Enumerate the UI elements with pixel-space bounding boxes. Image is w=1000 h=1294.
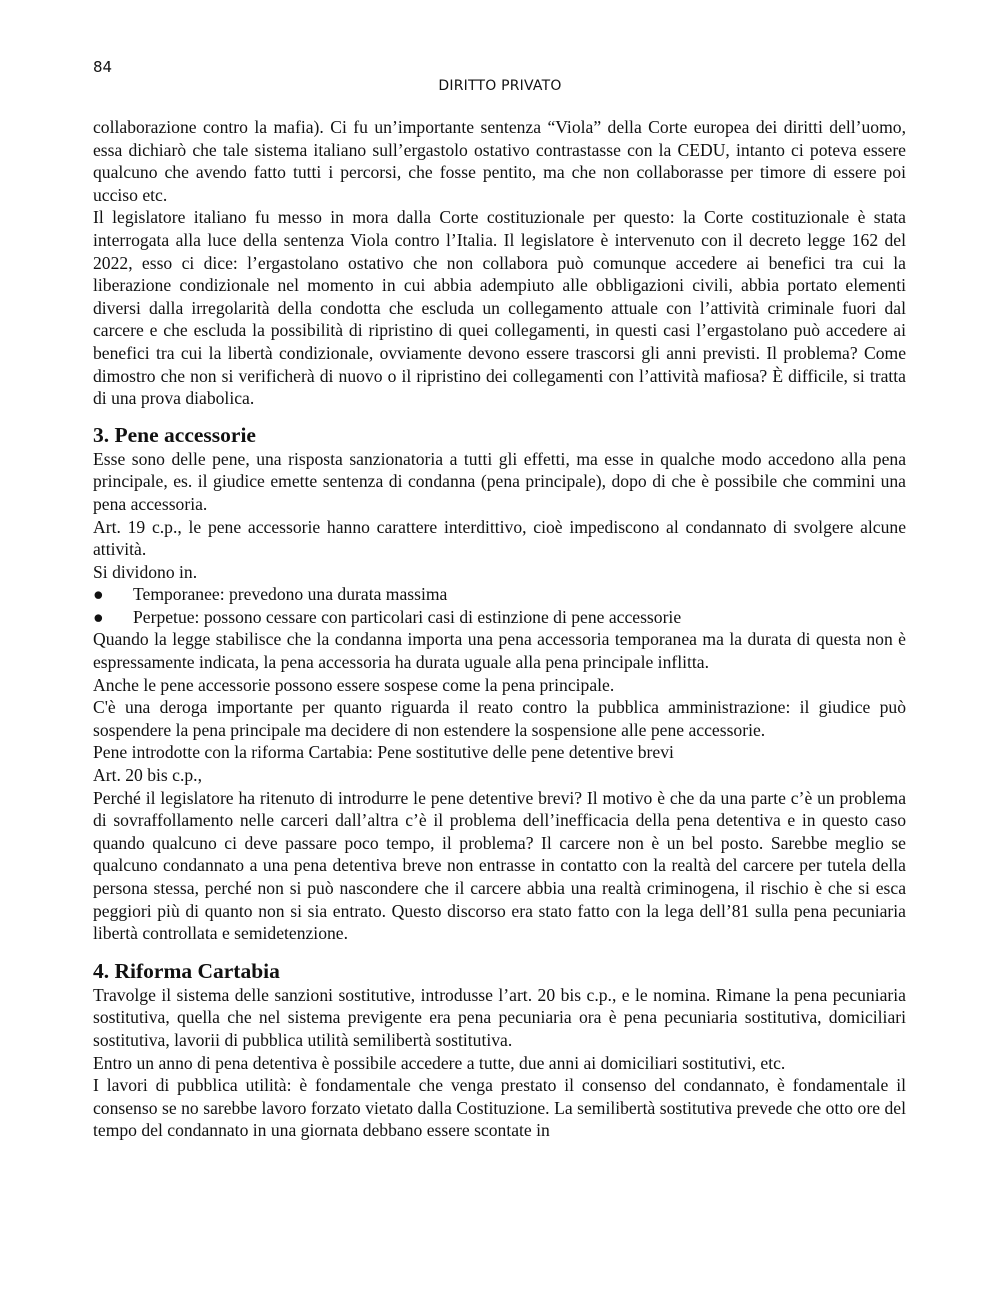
running-header: DIRITTO PRIVATO xyxy=(438,78,562,94)
paragraph: Anche le pene accessorie possono essere sospese come la pena principale. xyxy=(93,674,615,695)
paragraph: Quando la legge stabilisce che la condanna importa una pena accessoria temporanea ma la durata di questa non è espressamente indicata, la pena accessoria ha durata uguale alla pena principale inflitta. xyxy=(93,629,906,673)
paragraph: Il legislatore italiano fu messo in mora dalla Corte costituzionale per questo: la Corte costituzionale è stata interrogata alla luce della sentenza Viola contro l’Italia. Il legislatore è intervenuto con il decreto legge 162 del 2022, esso ci dice: l’ergastolano ostativo che non collabora può comunque accedere ai benefici tra cui la liberazione condizionale nel momento in cui abbia adempiuto alle obbligazioni civili, abbia portato elementi diversi dalla irregolarità della condotta che escluda un collegamento attuale con l’attività criminale fuori dal carcere e che escluda la possibilità di ripristino di quei collegamenti, in questi casi l’ergastolano può accedere ai benefici tra cui la libertà condizionale, ovviamente devono essere trascorsi gli anni previsti. Il problema? Come dimostro che non si verificherà di nuovo o il ripristino dei collegamenti con l’attività mafiosa? È difficile, si tratta di una prova diabolica. xyxy=(93,207,906,409)
paragraph: Travolge il sistema delle sanzioni sostitutive, introdusse l’art. 20 bis c.p., e le nomina. Rimane la pena pecuniaria sostitutiva, quella che nel sistema previgente era pena pecuniaria ora è pena pecuniaria sostitutiva, domiciliari sostitutiva, lavorii di pubblica utilità semilibertà sostitutiva. xyxy=(93,984,906,1050)
section-heading-riforma-cartabia: 4. Riforma Cartabia xyxy=(93,958,280,983)
bullet-icon: ● xyxy=(93,584,104,605)
paragraph: I lavori di pubblica utilità: è fondamentale che venga prestato il consenso del condannato, è fondamentale il consenso se no sarebbe lavoro forzato vietato dalla Costituzione. La semilibertà sostitutiva prevede che otto ore del tempo del condannato in una giornata debbano essere scontate in xyxy=(93,1075,906,1141)
paragraph: Si dividono in. xyxy=(93,561,198,582)
bullet-icon: ● xyxy=(93,606,104,627)
paragraph: Entro un anno di pena detentiva è possibile accedere a tutte, due anni ai domiciliari sostitutivi, etc. xyxy=(93,1052,786,1073)
section-heading-pene-accessorie: 3. Pene accessorie xyxy=(93,422,256,447)
paragraph: Perché il legislatore ha ritenuto di introdurre le pene detentive brevi? Il motivo è che da una parte c’è un problema di sovraffollamento nelle carceri dall’altra c’è il problema dell’inefficacia della pena detentiva e in questo caso quando qualcuno ci deve passare poco tempo, il problema? Il carcere non è un bel posto. Sarebbe meglio se qualcuno condannato a una pena detentiva breve non entrasse in contatto con la realtà del carcere per tutela della persona stessa, perché non si può nascondere che il carcere abbia una realtà criminogena, il rischio è che si esca peggiori più di quanto non si sia entrato. Questo discorso era stato fatto con la lega dell’81 sulla pena pecuniaria libertà controllata e semidetenzione. xyxy=(93,787,906,944)
list-item xyxy=(93,606,906,629)
page-number: 84 xyxy=(93,58,113,76)
document-body xyxy=(93,116,906,1142)
paragraph: Art. 19 c.p., le pene accessorie hanno carattere interdittivo, cioè impediscono al condannato di svolgere alcune attività. xyxy=(93,516,906,560)
paragraph: Art. 20 bis c.p., xyxy=(93,765,202,786)
list-item-text: Perpetue: possono cessare con particolari casi di estinzione di pene accessorie xyxy=(133,606,682,627)
paragraph: Esse sono delle pene, una risposta sanzionatoria a tutti gli effetti, ma esse in qualche modo accedono alla pena principale, es. il giudice emette sentenza di condanna (pena principale), dopo di che è possibile che commini una pena accessoria. xyxy=(93,448,906,514)
paragraph: C'è una deroga importante per quanto riguarda il reato contro la pubblica amministrazione: il giudice può sospendere la pena principale ma decidere di non estendere la sospensione alle pene accessorie. xyxy=(93,697,906,740)
paragraph: collaborazione contro la mafia). Ci fu un’importante sentenza “Viola” della Corte europea dei diritti dell’uomo, essa dichiarò che tale sistema italiano sull’ergastolo ostativo contrastasse con la CEDU, intanto ci poteva essere qualcuno che avendo fatto tutti i percorsi, che fosse pentito, ma che non collaborasse per timore di essere poi ucciso etc. xyxy=(93,117,906,205)
list-item-text: Temporanee: prevedono una durata massima xyxy=(133,584,448,605)
paragraph: Pene introdotte con la riforma Cartabia: Pene sostitutive delle pene detentive brevi xyxy=(93,742,674,763)
list-item xyxy=(93,583,906,606)
